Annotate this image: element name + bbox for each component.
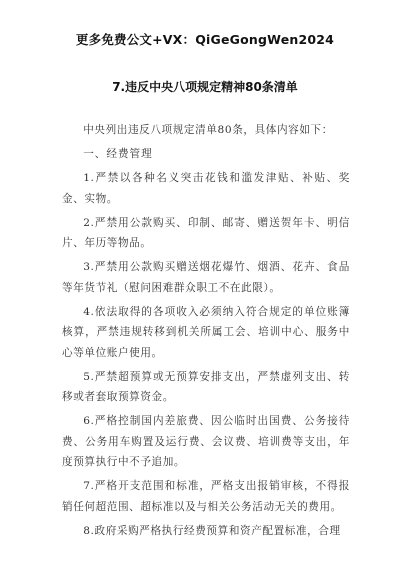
list-item: 2.严禁用公款购买、印制、邮寄、赠送贺年卡、明信片、年历等物品。 [62,216,350,249]
list-item: 3.严禁用公款购买赠送烟花爆竹、烟酒、花卉、食品等年货节礼（慰问困难群众职工不在此限）。 [62,261,350,294]
list-item: 4.依法取得的各项收入必须纳入符合规定的单位账簿核算，严禁违规转移到机关所属工会、培训中心、服务中心等单位账户使用。 [62,305,350,359]
section-heading: 一、经费管理 [83,148,153,160]
document-body [62,120,350,545]
list-item: 6.严格控制国内差旅费、因公临时出国费、公务接待费、公务用车购置及运行费、会议费、培训费等支出，年度预算执行中不予追加。 [62,415,350,468]
promo-header: 更多免费公文+VX：QiGeGongWen2024 [75,32,335,47]
intro-paragraph: 中央列出违反八项规定清单80条，具体内容如下： [83,124,333,136]
document-title: 7.违反中央八项规定精神80条清单 [112,80,298,94]
list-item: 8.政府采购严格执行经费预算和资产配置标准，合理 [83,524,341,537]
list-item: 1.严禁以各种名义突击花钱和滥发津贴、补贴、奖金、实物。 [62,172,350,205]
list-item: 5.严禁超预算或无预算安排支出，严禁虚列支出、转移或者套取预算资金。 [62,370,350,403]
list-item: 7.严格开支范围和标准，严格支出报销审核，不得报销任何超范围、超标准以及与相关公务活动无关的费用。 [62,480,350,513]
